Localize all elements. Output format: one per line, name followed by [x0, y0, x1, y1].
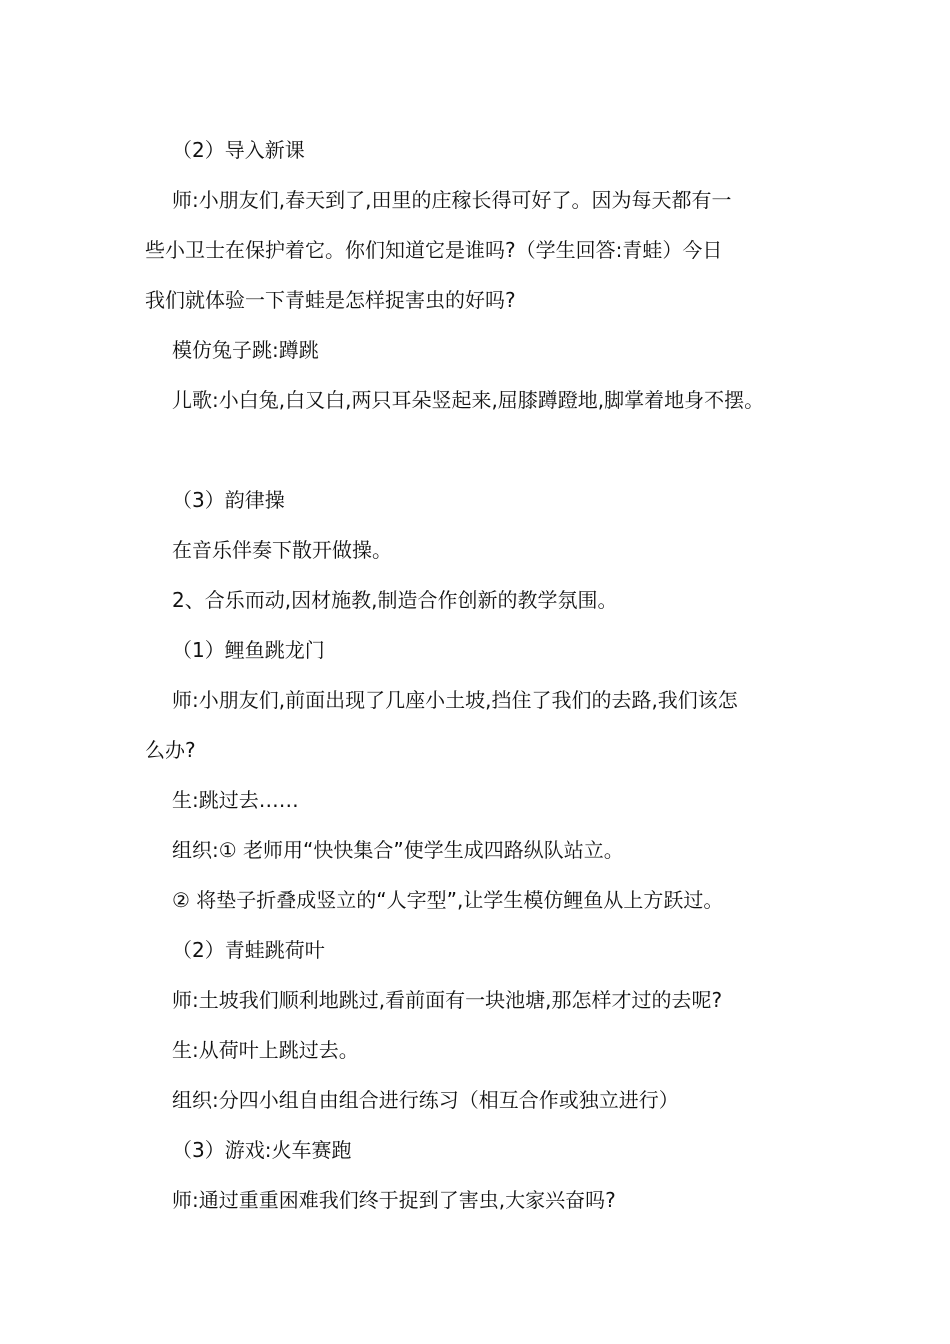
paragraph-line: 儿歌:小白兔,白又白,两只耳朵竖起来,屈膝蹲蹬地,脚掌着地身不摆。 [172, 388, 765, 412]
section-heading-frog: （2）青蛙跳荷叶 [172, 938, 325, 962]
paragraph-line: ② 将垫子折叠成竖立的“人字型”,让学生模仿鲤鱼从上方跃过。 [172, 888, 724, 912]
paragraph-line: 师:小朋友们,春天到了,田里的庄稼长得可好了。因为每天都有一 [172, 188, 732, 212]
paragraph-line: 师:小朋友们,前面出现了几座小土坡,挡住了我们的去路,我们该怎 [172, 688, 738, 712]
paragraph-line: 些小卫士在保护着它。你们知道它是谁吗?（学生回答:青蛙）今日 [145, 238, 723, 262]
paragraph-line: 组织:① 老师用“快快集合”使学生成四路纵队站立。 [172, 838, 624, 862]
section-heading-carp: （1）鲤鱼跳龙门 [172, 638, 325, 662]
section-heading-rhythm: （3）韵律操 [172, 488, 285, 512]
paragraph-line: 师:通过重重困难我们终于捉到了害虫,大家兴奋吗? [172, 1188, 616, 1212]
paragraph-line: 生:跳过去…… [172, 788, 299, 812]
paragraph-line: 在音乐伴奏下散开做操。 [172, 538, 392, 562]
paragraph-line: 么办? [145, 738, 196, 762]
section-heading-main: 2、合乐而动,因材施教,制造合作创新的教学氛围。 [172, 588, 618, 612]
paragraph-line: 生:从荷叶上跳过去。 [172, 1038, 359, 1062]
paragraph-line: 我们就体验一下青蛙是怎样捉害虫的好吗? [145, 288, 516, 312]
paragraph-line: 组织:分四小组自由组合进行练习（相互合作或独立进行） [172, 1088, 679, 1112]
section-heading-train-game: （3）游戏:火车赛跑 [172, 1138, 352, 1162]
paragraph-line: 模仿兔子跳:蹲跳 [172, 338, 319, 362]
section-heading-lead-in: （2）导入新课 [172, 138, 305, 162]
paragraph-line: 师:土坡我们顺利地跳过,看前面有一块池塘,那怎样才过的去呢? [172, 988, 723, 1012]
